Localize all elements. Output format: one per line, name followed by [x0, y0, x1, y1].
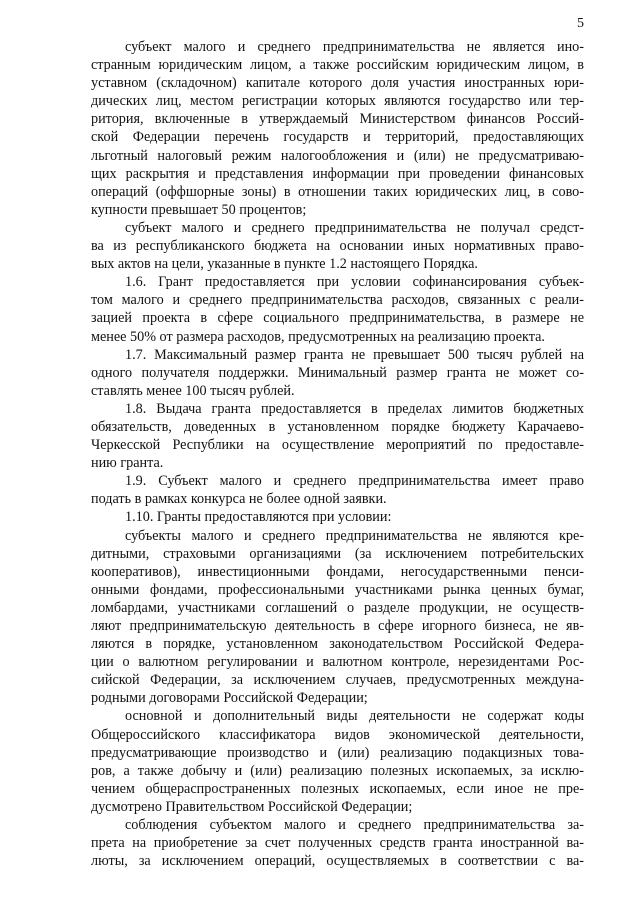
- text-line: одного получателя поддержки. Минимальный размер гранта не может со-: [91, 364, 584, 381]
- text-line: щих раскрытия и представления информации при проведении финансовых: [91, 165, 584, 182]
- text-line: ров, а также добычу и (или) реализацию полезных ископаемых, за исклю-: [91, 762, 584, 779]
- paragraph: [91, 219, 584, 273]
- text-line: 1.8. Выдача гранта предоставляется в пределах лимитов бюджетных: [125, 400, 584, 417]
- paragraph: [91, 38, 584, 219]
- text-line: 1.7. Максимальный размер гранта не превышает 500 тысяч рублей на: [125, 346, 584, 363]
- text-line: 1.6. Грант предоставляется при условии софинансирования субъек-: [125, 274, 584, 291]
- text-line: 1.10. Гранты предоставляются при условии:: [125, 509, 392, 526]
- text-line: ляют предпринимательскую деятельность в сфере игорного бизнеса, не яв-: [91, 618, 584, 634]
- text-line: субъект малого и среднего предпринимательства не является ино-: [125, 39, 584, 55]
- paragraph: [91, 707, 584, 816]
- text-line: ломбардами, участниками соглашений о разделе продукции, не осуществ-: [91, 599, 584, 616]
- text-line: менее 50% от размера расходов, предусмотренных на реализацию проекта.: [91, 328, 545, 345]
- text-line: прета на приобретение за счет полученных средств гранта иностранной ва-: [91, 835, 584, 852]
- text-line: том малого и среднего предпринимательства расходов, связанных с реали-: [91, 292, 584, 309]
- text-line: обязательств, доведенных в установленном порядке бюджету Карачаево-: [91, 418, 584, 435]
- paragraph: [91, 816, 584, 870]
- document-body: [91, 38, 584, 870]
- text-line: купности превышает 50 процентов;: [91, 201, 307, 218]
- text-line: льготный налоговый режим налогообложения и (или) не предусматриваю-: [91, 147, 584, 164]
- paragraph: [91, 346, 584, 400]
- text-line: люты, за исключением операций, осуществляемых в соответствии с ва-: [91, 853, 584, 870]
- text-line: кооперативов), инвестиционными фондами, негосударственными пенси-: [91, 563, 584, 580]
- paragraph: [91, 527, 584, 708]
- text-line: вых актов на цели, указанные в пункте 1.2 настоящего Порядка.: [91, 256, 478, 273]
- text-line: сийской Федерации, за исключением случаев, предусмотренных междуна-: [91, 672, 584, 689]
- text-line: чением общераспространенных полезных ископаемых, если иное не пре-: [91, 780, 584, 797]
- text-line: операций (оффшорные зоны) в отношении таких юридических лиц, в сово-: [91, 183, 584, 200]
- paragraph: [91, 472, 584, 508]
- text-line: нию гранта.: [91, 455, 164, 472]
- paragraph: [91, 400, 584, 472]
- page-number: 5: [577, 16, 584, 31]
- text-line: ставлять менее 100 тысяч рублей.: [91, 382, 295, 399]
- paragraph: [91, 273, 584, 345]
- text-line: ции о валютном регулировании и валютном контроле, нерезидентами Рос-: [91, 654, 584, 671]
- text-line: соблюдения субъектом малого и среднего предпринимательства за-: [125, 817, 584, 834]
- text-line: ритория, включенные в утверждаемый Министерством финансов Россий-: [91, 111, 584, 128]
- text-line: ва из республиканского бюджета на основании иных нормативных право-: [91, 238, 584, 255]
- text-line: родными договорами Российской Федерации;: [91, 690, 368, 707]
- text-line: предусматривающие производство и (или) реализацию подакцизных това-: [91, 744, 584, 761]
- text-line: 1.9. Субъект малого и среднего предпринимательства имеет право: [125, 473, 584, 490]
- text-line: субъект малого и среднего предпринимательства не получал средст-: [125, 219, 584, 236]
- text-line: дусмотрено Правительством Российской Федерации;: [91, 798, 413, 815]
- text-line: субъекты малого и среднего предпринимательства не являются кре-: [125, 527, 584, 544]
- text-line: подать в рамках конкурса не более одной заявки.: [91, 491, 387, 508]
- text-line: онными фондами, профессиональными участниками рынка ценных бумаг,: [91, 581, 584, 598]
- text-line: ляются в порядке, установленном законодательством Российской Федера-: [91, 636, 584, 653]
- text-line: странным юридическим лицом, а также российским юридическим лицом, в: [91, 57, 584, 74]
- text-line: дических лиц, местом регистрации которых являются государство или тер-: [91, 93, 584, 110]
- text-line: уставном (складочном) капитале которого доля участия иностранных юри-: [91, 75, 584, 92]
- text-line: Черкесской Республики на осуществление мероприятий по предоставле-: [91, 437, 584, 454]
- text-line: Общероссийского классификатора видов экономической деятельности,: [91, 726, 584, 743]
- text-line: ской Федерации перечень государств и территорий, предоставляющих: [91, 129, 584, 146]
- text-line: дитными, страховыми организациями (за исключением потребительских: [91, 545, 584, 562]
- text-line: зацией проекта в сфере социального предпринимательства, в размере не: [91, 310, 584, 327]
- paragraph: [91, 508, 584, 526]
- text-line: основной и дополнительный виды деятельности не содержат коды: [125, 708, 584, 725]
